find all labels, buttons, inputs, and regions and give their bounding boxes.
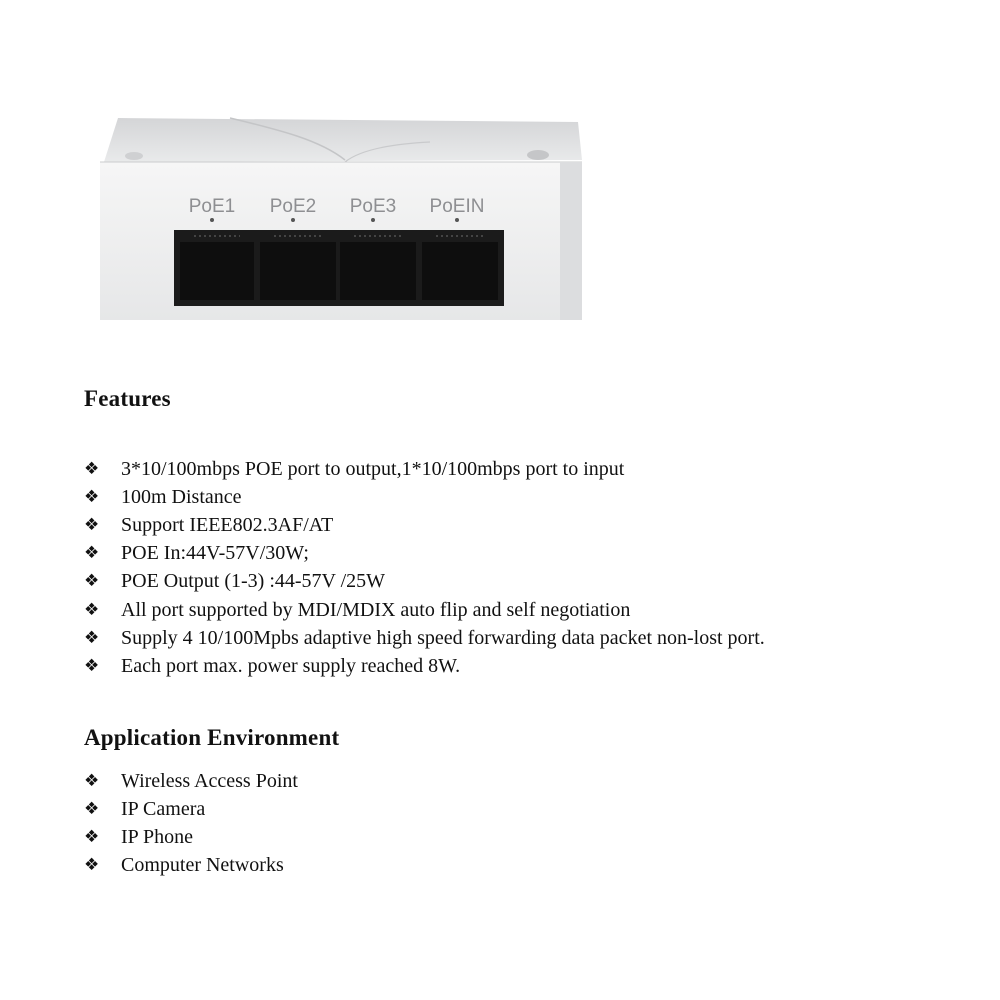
features-list xyxy=(84,455,765,680)
feature-text: Support IEEE802.3AF/AT xyxy=(121,514,334,537)
product-image xyxy=(90,100,590,340)
list-item xyxy=(84,851,298,879)
list-item xyxy=(84,624,765,652)
feature-text: Each port max. power supply reached 8W. xyxy=(121,654,461,677)
feature-text: POE Output (1-3) :44-57V /25W xyxy=(121,570,386,593)
port-label-3: PoE3 xyxy=(349,196,397,217)
diamond-bullet-icon: ❖ xyxy=(84,459,100,480)
diamond-bullet-icon: ❖ xyxy=(84,771,100,792)
diamond-bullet-icon: ❖ xyxy=(84,487,100,508)
list-item xyxy=(84,539,765,567)
list-item xyxy=(84,483,765,511)
list-item xyxy=(84,455,765,483)
poe-splitter-illustration xyxy=(90,100,590,340)
port-label-1: PoE1 xyxy=(188,196,236,217)
port-label-in: PoEIN xyxy=(429,196,485,217)
diamond-bullet-icon: ❖ xyxy=(84,799,100,820)
diamond-bullet-icon: ❖ xyxy=(84,599,100,620)
list-item xyxy=(84,795,298,823)
list-item xyxy=(84,595,765,623)
diamond-bullet-icon: ❖ xyxy=(84,627,100,648)
list-item xyxy=(84,652,765,680)
diamond-bullet-icon: ❖ xyxy=(84,827,100,848)
diamond-bullet-icon: ❖ xyxy=(84,571,100,592)
application-text: Wireless Access Point xyxy=(121,770,298,793)
application-text: Computer Networks xyxy=(121,854,284,877)
list-item xyxy=(84,767,298,795)
application-text: IP Phone xyxy=(121,826,194,849)
features-heading: Features xyxy=(84,386,171,411)
diamond-bullet-icon: ❖ xyxy=(84,515,100,536)
list-item xyxy=(84,567,765,595)
diamond-bullet-icon: ❖ xyxy=(84,855,100,876)
list-item xyxy=(84,511,765,539)
application-list xyxy=(84,767,298,879)
port-label-2: PoE2 xyxy=(269,196,317,217)
feature-text: POE In:44V-57V/30W; xyxy=(121,542,309,565)
application-text: IP Camera xyxy=(121,798,206,821)
feature-text: 3*10/100mbps POE port to output,1*10/100mbps port to input xyxy=(121,458,625,481)
application-environment-heading: Application Environment xyxy=(84,725,340,750)
diamond-bullet-icon: ❖ xyxy=(84,543,100,564)
feature-text: 100m Distance xyxy=(121,486,242,509)
diamond-bullet-icon: ❖ xyxy=(84,655,100,676)
feature-text: All port supported by MDI/MDIX auto flip and self negotiation xyxy=(121,598,631,621)
feature-text: Supply 4 10/100Mpbs adaptive high speed forwarding data packet non-lost port. xyxy=(121,626,765,649)
list-item xyxy=(84,823,298,851)
